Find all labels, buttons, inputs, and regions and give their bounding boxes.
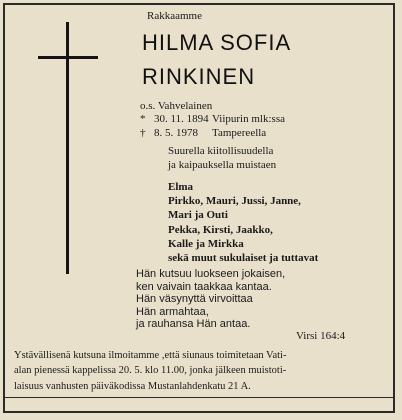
notice-divider	[3, 397, 395, 398]
mourner-line: Mari ja Outi	[168, 209, 228, 222]
cross-icon	[66, 22, 69, 274]
memorial-poem	[136, 268, 285, 331]
mourners-list	[168, 180, 318, 265]
birth-date: 30. 11. 1894	[154, 113, 209, 125]
poem-line: ken vaivain taakkaa kantaa.	[136, 280, 272, 293]
poem-line: Hän väsynyttä virvoittaa	[136, 293, 253, 305]
poem-line: Hän armahtaa,	[136, 305, 209, 318]
mourner-line: Pekka, Kirsti, Jaakko,	[168, 223, 273, 236]
life-dates	[140, 112, 285, 140]
birth-row	[140, 112, 285, 126]
birth-star-icon: *	[140, 113, 146, 125]
funeral-notice	[14, 348, 394, 394]
death-row	[140, 126, 285, 140]
mourner-line: sekä muut sukulaiset ja tuttavat	[168, 252, 319, 265]
deceased-name-last: RINKINEN	[142, 64, 256, 89]
heading-lead: Rakkaamme	[147, 10, 202, 22]
gratitude-line: ja kaipauksella muistaen	[168, 158, 277, 171]
poem-line: Hän kutsuu luokseen jokaisen,	[136, 268, 286, 280]
notice-line: alan pienessä kappelissa 20. 5. klo 11.00, jonka jälkeen muistoti-	[14, 365, 287, 377]
notice-line: Ystävällisenä kutsuna ilmoitamme ,että siunaus toimitetaan Vati-	[14, 350, 287, 361]
death-place: Tampereella	[212, 127, 267, 139]
mourner-line: Pirkko, Mauri, Jussi, Janne,	[168, 195, 301, 208]
hymn-reference: Virsi 164:4	[296, 330, 346, 342]
deceased-name-first: HILMA SOFIA	[142, 30, 292, 55]
birth-place: Viipurin mlk:ssa	[212, 113, 285, 125]
gratitude-text	[168, 145, 276, 172]
poem-line: ja rauhansa Hän antaa.	[136, 318, 251, 330]
cross-icon-bar	[38, 56, 98, 59]
mourner-line: Elma	[168, 181, 194, 193]
maiden-name: o.s. Vahvelainen	[140, 100, 213, 112]
notice-line: laisuus vanhusten päiväkodissa Mustanlahdenkatu 21 A.	[14, 380, 251, 392]
mourner-line: Kalle ja Mirkka	[168, 237, 244, 250]
death-cross-icon: †	[140, 127, 146, 139]
gratitude-line: Suurella kiitollisuudella	[168, 145, 274, 157]
death-date: 8. 5. 1978	[154, 127, 198, 139]
